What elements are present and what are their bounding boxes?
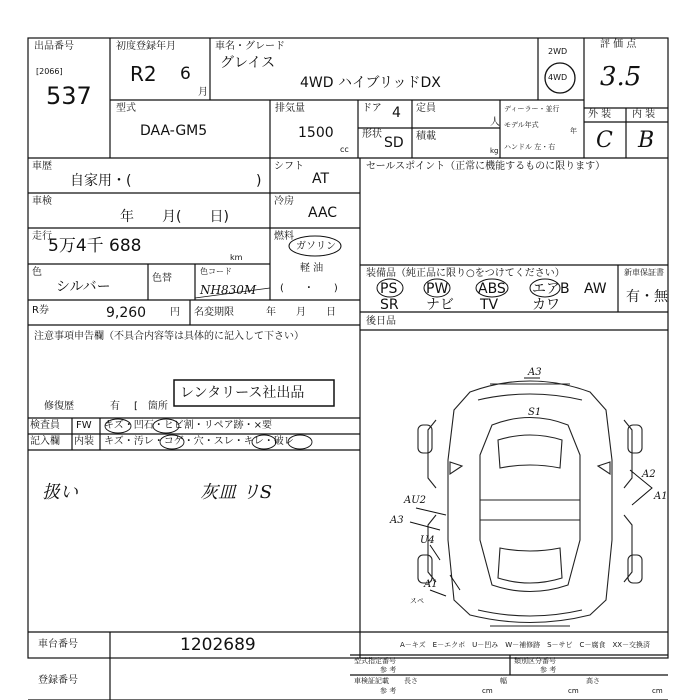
handwritten-note-2: 灰皿 リS — [200, 482, 273, 503]
rating-label: 評 価 点 — [600, 39, 637, 50]
registration-label: 登録番号 — [38, 675, 78, 686]
recycle-value: 9,260 — [106, 305, 147, 321]
car-grade: 4WD ハイブリッドDX — [300, 75, 441, 91]
color-label: 色 — [32, 267, 42, 278]
month-unit: 月 — [198, 87, 208, 98]
shape-label: 形状 — [362, 129, 382, 140]
displacement-value: 1500 — [298, 125, 334, 141]
width-label: 幅 — [500, 677, 507, 685]
diagram-mark-a3-left: A3 — [390, 515, 404, 526]
diagram-mark-a1-right: A1 — [654, 491, 668, 502]
shift-label: シフト — [274, 161, 304, 172]
type-approval-label: 型式指定番号 — [354, 657, 396, 665]
first-registration-label: 初度登録年月 — [116, 41, 176, 52]
warranty-label: 新車保証書 — [624, 268, 664, 277]
fuel-gasoline: ガソリン — [296, 241, 336, 252]
model-year-label: モデル年式 — [504, 121, 539, 129]
mileage-unit: km — [230, 253, 243, 262]
reference-label-1: 参 考 — [380, 666, 397, 674]
inspection-value: 年 月( 日) — [120, 209, 229, 225]
reference-label-2: 参 考 — [540, 666, 557, 674]
load-label: 積載 — [416, 131, 436, 142]
color-code-label: 色コード — [200, 267, 232, 276]
length-unit: cm — [482, 687, 493, 695]
doors-value: 4 — [392, 105, 401, 121]
exterior-label: 外 装 — [588, 109, 612, 120]
diagram-mark-u4: U4 — [420, 535, 435, 546]
equipment-tv: TV — [480, 297, 499, 313]
chassis-number: 1202689 — [180, 635, 256, 655]
inspection-label: 車検 — [32, 196, 52, 207]
sales-point-label: セールスポイント（正常に機能するものに限ります） — [366, 161, 606, 172]
height-unit: cm — [652, 687, 663, 695]
model-code: DAA-GM5 — [140, 123, 208, 139]
inspector-label: 検査員 — [30, 420, 60, 431]
drive-4wd: 4WD — [548, 73, 568, 82]
displacement-label: 排気量 — [275, 103, 305, 114]
drive-2wd: 2WD — [548, 47, 568, 56]
damage-legend: A－キズ E－エクボ U－凹み W－補修跡 S－サビ C－腐食 XX－交換済 — [400, 641, 651, 649]
title-change-value: 年 月 日 — [266, 307, 336, 318]
dealer-label: ディーラー・並行 — [504, 105, 560, 113]
recycle-unit: 円 — [170, 307, 180, 318]
first-registration-month: 6 — [180, 64, 191, 84]
color-code: NH830M — [200, 283, 257, 297]
interior-grade: B — [638, 128, 655, 153]
car-name-label: 車名・グレード — [215, 41, 285, 52]
title-change-label: 名変期限 — [194, 307, 234, 318]
load-unit: kg — [490, 147, 499, 155]
fuel-diesel: 軽 油 — [300, 263, 324, 274]
diagram-mark-a1-left: A1 — [424, 579, 438, 590]
doors-label: ドア — [362, 103, 382, 114]
rental-lease-stamp: レンタリース社出品 — [180, 385, 305, 401]
handle-label: ハンドル 左・右 — [504, 143, 556, 151]
shift-value: AT — [312, 171, 330, 187]
equipment-pw: PW — [426, 281, 449, 297]
lot-number-label: 出品番号 — [34, 41, 74, 52]
equipment-aw: AW — [584, 281, 607, 297]
fw-label: FW — [76, 420, 92, 431]
fuel-label: 燃料 — [274, 231, 294, 242]
reference-label-3: 参 考 — [380, 687, 397, 695]
interior-items: キズ・汚レ・コゲ・穴・スレ・キレ・破レ — [104, 436, 294, 447]
equipment-navi: ナビ — [426, 297, 454, 313]
height-label: 高さ — [586, 677, 600, 685]
history-label: 車歴 — [32, 161, 52, 172]
diagram-mark-au2: AU2 — [404, 495, 427, 506]
repair-history-label: 修復歴 — [44, 401, 74, 412]
color-value: シルバー — [56, 279, 111, 295]
first-registration-era: R2 — [130, 62, 157, 86]
capacity-unit: 人 — [490, 117, 500, 128]
diagram-mark-a3-top: A3 — [528, 367, 542, 378]
year-unit: 年 — [570, 127, 577, 135]
exterior-grade: C — [596, 128, 613, 153]
shape-value: SD — [384, 135, 404, 151]
chassis-label: 車台番号 — [38, 639, 78, 650]
lot-number: 537 — [46, 82, 92, 110]
warranty-value: 有・無 — [626, 289, 668, 305]
equipment-abs: ABS — [478, 281, 506, 297]
class-number-label: 類別区分番号 — [514, 657, 556, 665]
fuel-paren: ( ・ ) — [280, 283, 338, 294]
mileage-value: 5万4千 688 — [48, 236, 142, 256]
cert-label: 車検証記載 — [354, 677, 389, 685]
rating-value: 3.5 — [600, 62, 642, 92]
mileage-label: 走行 — [32, 231, 52, 242]
lot-sub-code: [2066] — [36, 67, 63, 76]
model-label: 型式 — [116, 103, 136, 114]
repair-history-value: 有 — [110, 401, 120, 412]
equipment-label: 装備品（純正品に限り○をつけてください） — [366, 268, 565, 279]
repair-bracket: [ 箇所 — [134, 401, 168, 412]
notes-label: 注意事項申告欄（不具合内容等は具体的に記入して下さい） — [34, 331, 304, 342]
length-label: 長さ — [404, 677, 418, 685]
equipment-sr: SR — [380, 297, 399, 313]
equipment-ps: PS — [380, 281, 398, 297]
recycle-label: R券 — [32, 305, 49, 316]
color-change-label: 色替 — [152, 273, 172, 284]
capacity-label: 定員 — [416, 103, 436, 114]
entry-label: 記入欄 — [30, 436, 60, 447]
fw-items: キズ・凹石・ヒビ割・リペア跡・×要 — [104, 420, 272, 431]
equipment-leather: カワ — [532, 297, 560, 313]
diagram-mark-s1: S1 — [528, 407, 542, 418]
diagram-note: スペ — [410, 597, 424, 605]
ac-value: AAC — [308, 205, 338, 221]
ac-label: 冷房 — [274, 196, 294, 207]
interior-row-label: 内装 — [74, 436, 94, 447]
delivery-label: 後日品 — [366, 316, 396, 327]
handwritten-note-1: 扱い — [42, 482, 78, 503]
car-name: グレイス — [220, 55, 276, 71]
interior-label: 内 装 — [632, 109, 656, 120]
diagram-mark-a2: A2 — [642, 469, 656, 480]
history-close: ) — [256, 173, 262, 189]
width-unit: cm — [568, 687, 579, 695]
history-value: 自家用・( — [70, 173, 132, 189]
displacement-unit: cc — [340, 145, 349, 154]
equipment-airbag: エアB — [532, 281, 570, 297]
